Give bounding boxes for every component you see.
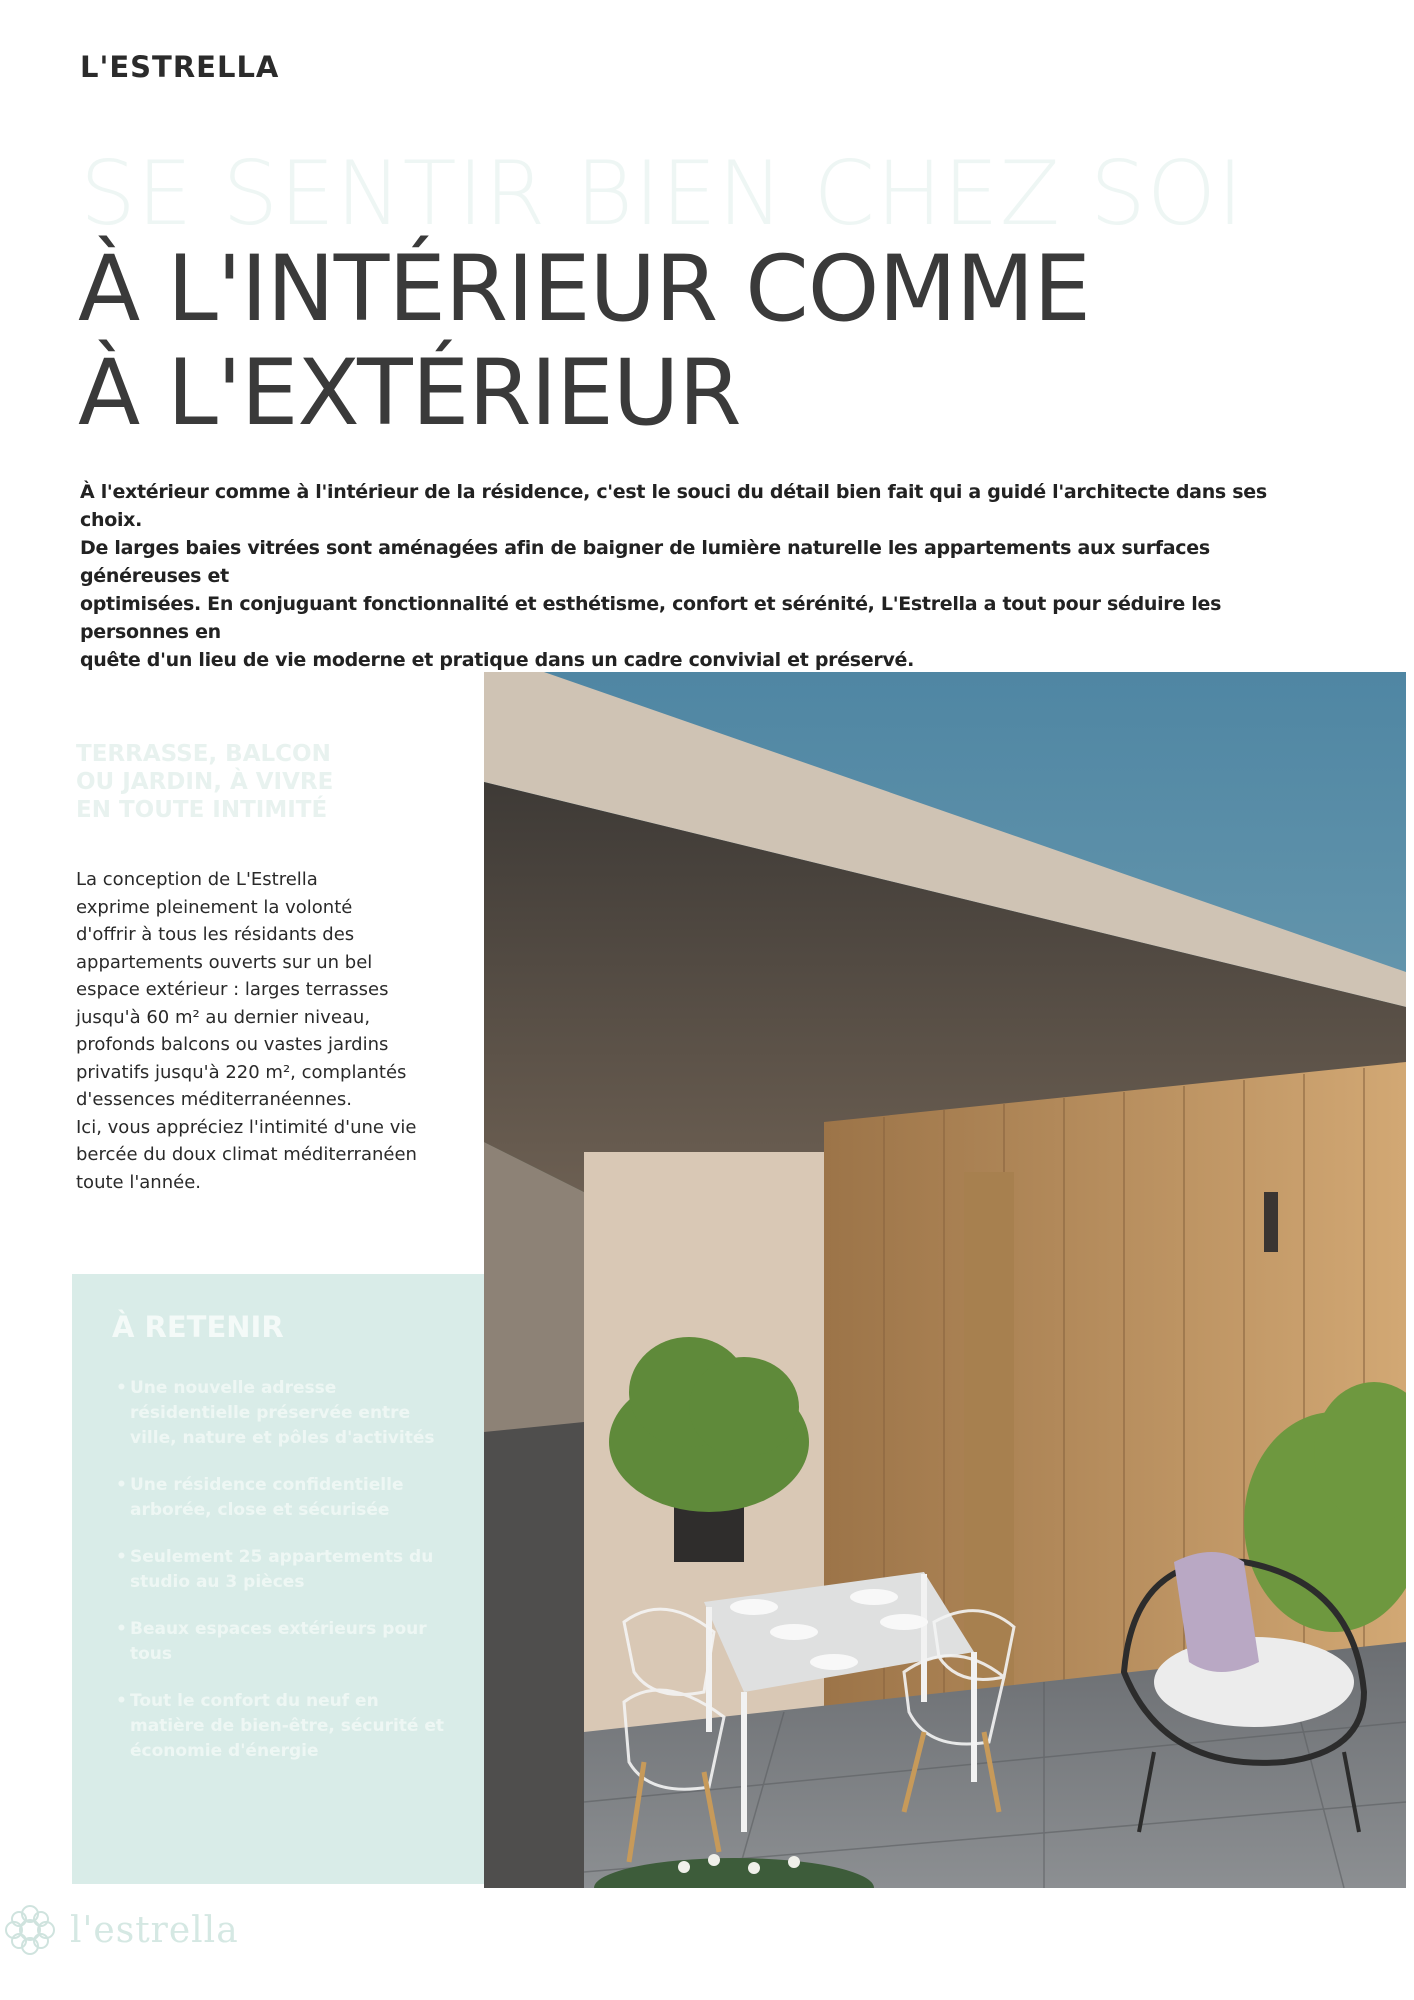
terrace-illustration xyxy=(484,672,1406,1888)
intro-line: optimisées. En conjuguant fonctionnalité et esthétisme, confort et sérénité, L'Estrella a tout pour séduire les personnes en xyxy=(80,593,1222,643)
brand-header: L'ESTRELLA xyxy=(80,50,280,84)
list-item: • Tout le confort du neuf en matière de bien-être, sécurité et économie d'énergie xyxy=(116,1689,446,1764)
intro-line: De larges baies vitrées sont aménagées afin de baigner de lumière naturelle les appartements aux surfaces généreuses et xyxy=(80,537,1210,587)
body-line: bercée du doux climat méditerranéen xyxy=(76,1144,417,1165)
terrace-photo xyxy=(484,672,1406,1888)
list-item: • Une résidence confidentielle arborée, close et sécurisée xyxy=(116,1473,446,1523)
list-item: • Beaux espaces extérieurs pour tous xyxy=(116,1617,446,1667)
body-line: jusqu'à 60 m² au dernier niveau, xyxy=(76,1006,371,1028)
body-line: Ici, vous appréciez l'intimité d'une vie xyxy=(76,1116,417,1138)
body-line: d'offrir à tous les résidants des xyxy=(76,924,355,945)
headline-line-2: À L'EXTÉRIEUR xyxy=(78,341,741,446)
body-line: exprime pleinement la volonté xyxy=(76,896,353,918)
list-item: • Une nouvelle adresse résidentielle préservée entre ville, nature et pôles d'activités xyxy=(116,1376,446,1451)
section-title xyxy=(76,740,396,824)
body-line: espace extérieur : larges terrasses xyxy=(76,979,389,1000)
retain-list xyxy=(116,1376,446,1786)
body-line: toute l'année. xyxy=(76,1171,201,1193)
footer-logo-text: l'estrella xyxy=(70,1909,239,1951)
retain-box xyxy=(72,1274,484,1884)
section-title-line: OU JARDIN, À VIVRE xyxy=(76,769,334,795)
page-headline xyxy=(78,238,1328,446)
headline-line-1: À L'INTÉRIEUR COMME xyxy=(78,237,1090,342)
retain-title: À RETENIR xyxy=(112,1310,284,1344)
intro-paragraph xyxy=(80,478,1290,674)
body-line: appartements ouverts sur un bel xyxy=(76,951,373,973)
section-body xyxy=(76,866,436,1196)
body-line: privatifs jusqu'à 220 m², complantés xyxy=(76,1061,407,1083)
footer-logo xyxy=(0,1900,239,1960)
body-line: profonds balcons ou vastes jardins xyxy=(76,1034,389,1055)
body-line: La conception de L'Estrella xyxy=(76,869,318,890)
intro-line: quête d'un lieu de vie moderne et pratique dans un cadre convivial et préservé. xyxy=(80,649,915,671)
body-line: d'essences méditerranéennes. xyxy=(76,1089,352,1110)
section-title-line: TERRASSE, BALCON xyxy=(76,741,331,767)
intro-line: À l'extérieur comme à l'intérieur de la résidence, c'est le souci du détail bien fait qui a guidé l'architecte dans ses choix. xyxy=(80,481,1267,531)
section-title-line: EN TOUTE INTIMITÉ xyxy=(76,797,328,823)
headline-light-line: SE SENTIR BIEN CHEZ SOI xyxy=(80,142,1245,245)
list-item: • Seulement 25 appartements du studio au 3 pièces xyxy=(116,1545,446,1595)
estrella-emblem-icon xyxy=(0,1900,60,1960)
